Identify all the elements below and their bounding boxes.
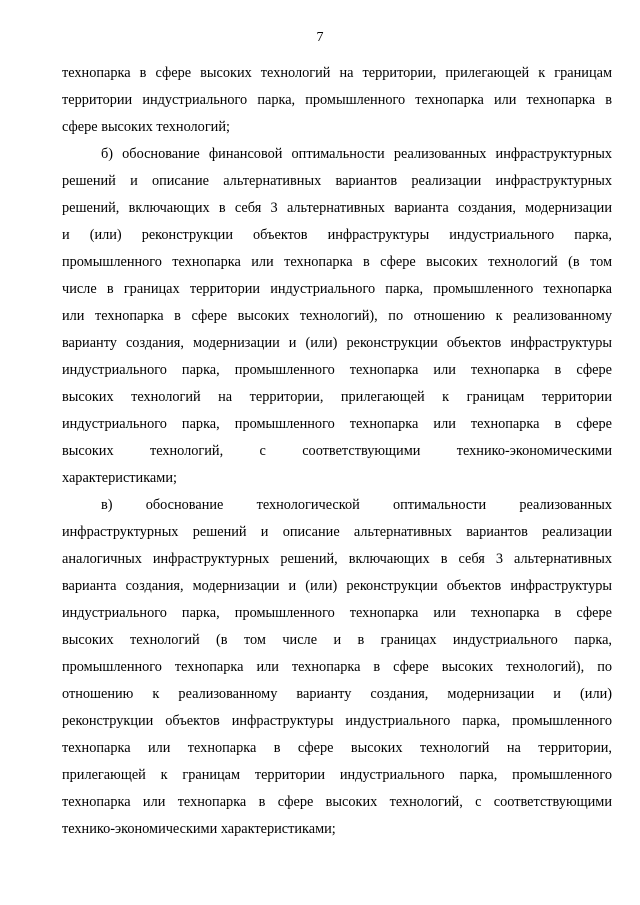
paragraph-item-b-line: б) обоснование финансовой оптимальности реализованных инфраструктурных xyxy=(101,146,612,162)
paragraph-continuation-line: технопарка в сфере высоких технологий на территории, прилегающей к границам xyxy=(62,65,612,81)
paragraph-item-b-line: и (или) реконструкции объектов инфраструктуры индустриального парка, xyxy=(62,227,612,243)
page-number: 7 xyxy=(316,30,324,45)
paragraph-item-b-line: характеристиками; xyxy=(62,470,177,486)
paragraph-item-b-line: или технопарка в сфере высоких технологий), по отношению к реализованному xyxy=(62,308,612,324)
paragraph-item-b-line: решений и описание альтернативных вариантов реализации инфраструктурных xyxy=(62,173,612,189)
paragraph-item-v-line: технико-экономическими характеристиками; xyxy=(62,821,336,837)
paragraph-item-v-line: инфраструктурных решений и описание альтернативных вариантов реализации xyxy=(62,524,612,540)
paragraph-item-v-line: прилегающей к границам территории индустриального парка, промышленного xyxy=(62,767,612,783)
paragraph-item-b-line: индустриального парка, промышленного технопарка или технопарка в сфере xyxy=(62,362,612,378)
paragraph-continuation-line: сфере высоких технологий; xyxy=(62,119,230,135)
paragraph-continuation-line: территории индустриального парка, промышленного технопарка или технопарка в xyxy=(62,92,612,108)
paragraph-item-v-line: технопарка или технопарка в сфере высоких технологий, с соответствующими xyxy=(62,794,612,810)
paragraph-item-b-line: высоких технологий на территории, прилегающей к границам территории xyxy=(62,389,612,405)
paragraph-item-v-line: в) обоснование технологической оптимальности реализованных xyxy=(101,497,612,513)
paragraph-item-v-line: промышленного технопарка или технопарка в сфере высоких технологий), по xyxy=(62,659,612,675)
paragraph-item-v-line: отношению к реализованному варианту создания, модернизации и (или) xyxy=(62,686,612,702)
paragraph-item-v-line: аналогичных инфраструктурных решений, включающих в себя 3 альтернативных xyxy=(62,551,612,567)
paragraph-item-v-line: высоких технологий (в том числе и в границах индустриального парка, xyxy=(62,632,612,648)
paragraph-item-b-line: числе в границах территории индустриального парка, промышленного технопарка xyxy=(62,281,612,297)
paragraph-item-b-line: решений, включающих в себя 3 альтернативных варианта создания, модернизации xyxy=(62,200,612,216)
paragraph-item-b-line: высоких технологий, с соответствующими технико-экономическими xyxy=(62,443,612,459)
paragraph-item-v-line: варианта создания, модернизации и (или) реконструкции объектов инфраструктуры xyxy=(62,578,612,594)
paragraph-item-b-line: промышленного технопарка или технопарка в сфере высоких технологий (в том xyxy=(62,254,612,270)
paragraph-item-v-line: индустриального парка, промышленного технопарка или технопарка в сфере xyxy=(62,605,612,621)
paragraph-item-b-line: варианту создания, модернизации и (или) реконструкции объектов инфраструктуры xyxy=(62,335,612,351)
paragraph-item-v-line: реконструкции объектов инфраструктуры индустриального парка, промышленного xyxy=(62,713,612,729)
paragraph-item-v-line: технопарка или технопарка в сфере высоких технологий на территории, xyxy=(62,740,612,756)
paragraph-item-b-line: индустриального парка, промышленного технопарка или технопарка в сфере xyxy=(62,416,612,432)
